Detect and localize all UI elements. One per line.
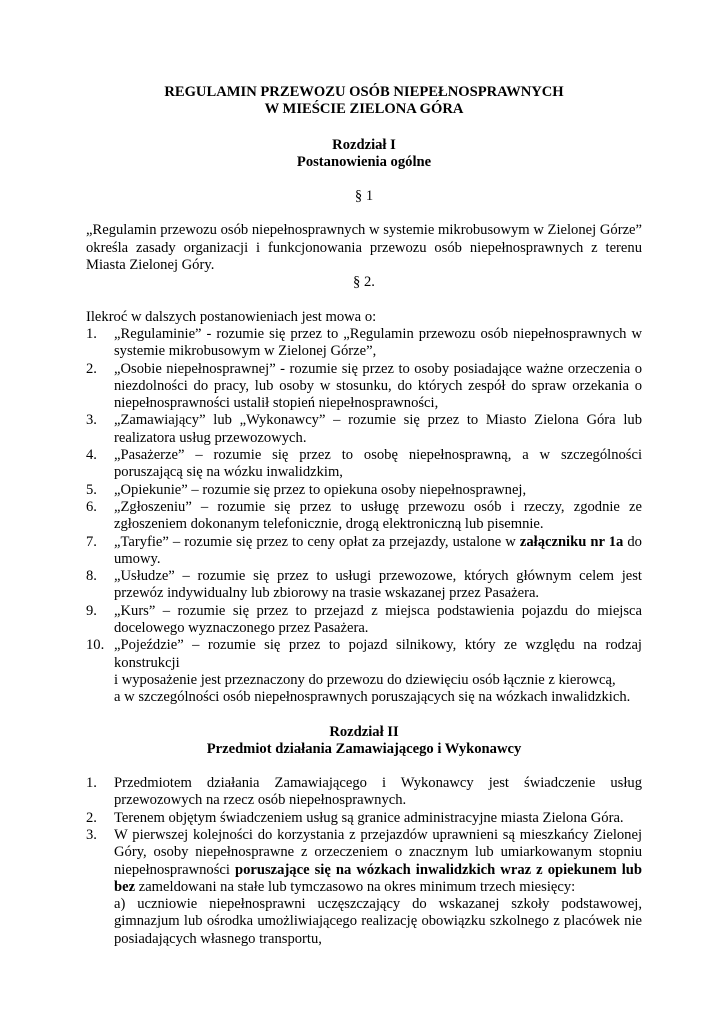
section-1-text: „Regulamin przewozu osób niepełnosprawnych w systemie mikrobusowym w Zielonej Górze” określa zasady organizacji i funkcjonowania przewozu osób niepełnosprawnych z terenu Miasta Zielonej Góry. — [86, 222, 642, 274]
list-item: 2. Terenem objętym świadczeniem usług są granice administracyjne miasta Zielona Góra. — [86, 809, 624, 826]
list-item: 6. „Zgłoszeniu” – rozumie się przez to usługę przewozu osób i rzeczy, zgodnie ze zgłoszeniem dokonanym telefonicznie, drogą elektroniczną lub pisemnie. — [86, 498, 642, 533]
list-item: 1. Przedmiotem działania Zamawiającego i Wykonawcy jest świadczenie usług przewozowych na rzecz osób niepełnosprawnych. — [86, 775, 642, 809]
chapter-2-list — [86, 775, 642, 948]
chapter-1-subheading: Postanowienia ogólne — [296, 153, 432, 170]
sub-item-a: a) uczniowie niepełnosprawni uczęszczający do wskazanej szkoły podstawowej, gimnazjum lub ośrodka umożliwiającego realizację obowiązku szkolnego z placówek nie posiadających własnego transportu, — [114, 896, 642, 947]
list-item: 3. „Zamawiający” lub „Wykonawcy” – rozumie się przez to Miasto Zielona Góra lub realizatora usług przewozowych. — [86, 412, 642, 446]
list-item: 3. W pierwszej kolejności do korzystania z przejazdów uprawnieni są mieszkańcy Zielonej Góry, osoby niepełnosprawne z orzeczeniem o znacznym lub umiarkowanym stopniu niepełnosprawności poruszające się na wózkach inwalidzkich wraz z opiekunem lub bez zameldowani na stałe lub tymczasowo na okres minimum trzech miesięcy: a) uczniowie niepełnosprawni uczęszczający do wskazanej szkoły podstawowej, gimnazjum lub ośrodka umożliwiającego realizację obowiązku szkolnego z placówek nie posiadających własnego transportu, — [86, 826, 642, 947]
list-item: 1. „Regulaminie” - rozumie się przez to „Regulamin przewozu osób niepełnosprawnych w systemie mikrobusowym w Zielonej Górze”, — [86, 325, 642, 360]
list-item: 8. „Usłudze” – rozumie się przez to usługi przewozowe, których głównym celem jest przewóz indywidualny lub zbiorowy na trasie wskazanej przez Pasażera. — [86, 568, 642, 602]
list-item: 7. „Taryfie” – rozumie się przez to ceny opłat za przejazdy, ustalone w załączniku nr 1a do umowy. — [86, 533, 642, 567]
chapter-1-header — [86, 137, 642, 172]
chapter-2-heading: Rozdział II — [329, 723, 399, 740]
list-item: 4. „Pasażerze” – rozumie się przez to osobę niepełnosprawną, a w szczególności poruszającą się na wózku inwalidzkim, — [86, 447, 642, 481]
definitions-list — [86, 326, 642, 707]
list-item: 10. „Pojeździe” – rozumie się przez to pojazd silnikowy, który ze względu na rodzaj konstrukcji i wyposażenie jest przeznaczony do przewozu do dziewięciu osób łącznie z kierowcą, a w szczególności osób niepełnosprawnych poruszających się na wózkach inwalidzkich. — [86, 637, 642, 706]
list-item: 2. „Osobie niepełnosprawnej” - rozumie się przez to osoby posiadające ważne orzeczenia o niezdolności do pracy, lub osoby w stosunku, do których zespół do spraw orzekania o niepełnosprawności ustalił stopień niepełnosprawności, — [86, 360, 642, 412]
document-title — [86, 84, 642, 119]
list-item: 9. „Kurs” – rozumie się przez to przejazd z miejsca podstawienia pojazdu do miejsca docelowego wyznaczonego przez Pasażera. — [86, 602, 642, 637]
chapter-2-header — [86, 724, 642, 759]
chapter-2-subheading: Przedmiot działania Zamawiającego i Wykonawcy — [206, 740, 522, 757]
title-line-2: W MIEŚCIE ZIELONA GÓRA — [264, 101, 464, 118]
attachment-reference: załączniku nr 1a — [519, 533, 624, 550]
list-item: 5. „Opiekunie” – rozumie się przez to opiekuna osoby niepełnosprawnej, — [86, 481, 527, 498]
chapter-1-heading: Rozdział I — [332, 136, 396, 153]
title-line-1: REGULAMIN PRZEWOZU OSÓB NIEPEŁNOSPRAWNYCH — [164, 84, 564, 100]
section-1-mark: § 1 — [354, 188, 374, 205]
section-2-mark: § 2. — [353, 274, 375, 291]
wheelchair-emphasis: poruszające się na wózkach inwalidzkich wraz z opiekunem lub bez — [114, 861, 642, 895]
section-2-intro: Ilekroć w dalszych postanowieniach jest mowa o: — [86, 308, 377, 325]
